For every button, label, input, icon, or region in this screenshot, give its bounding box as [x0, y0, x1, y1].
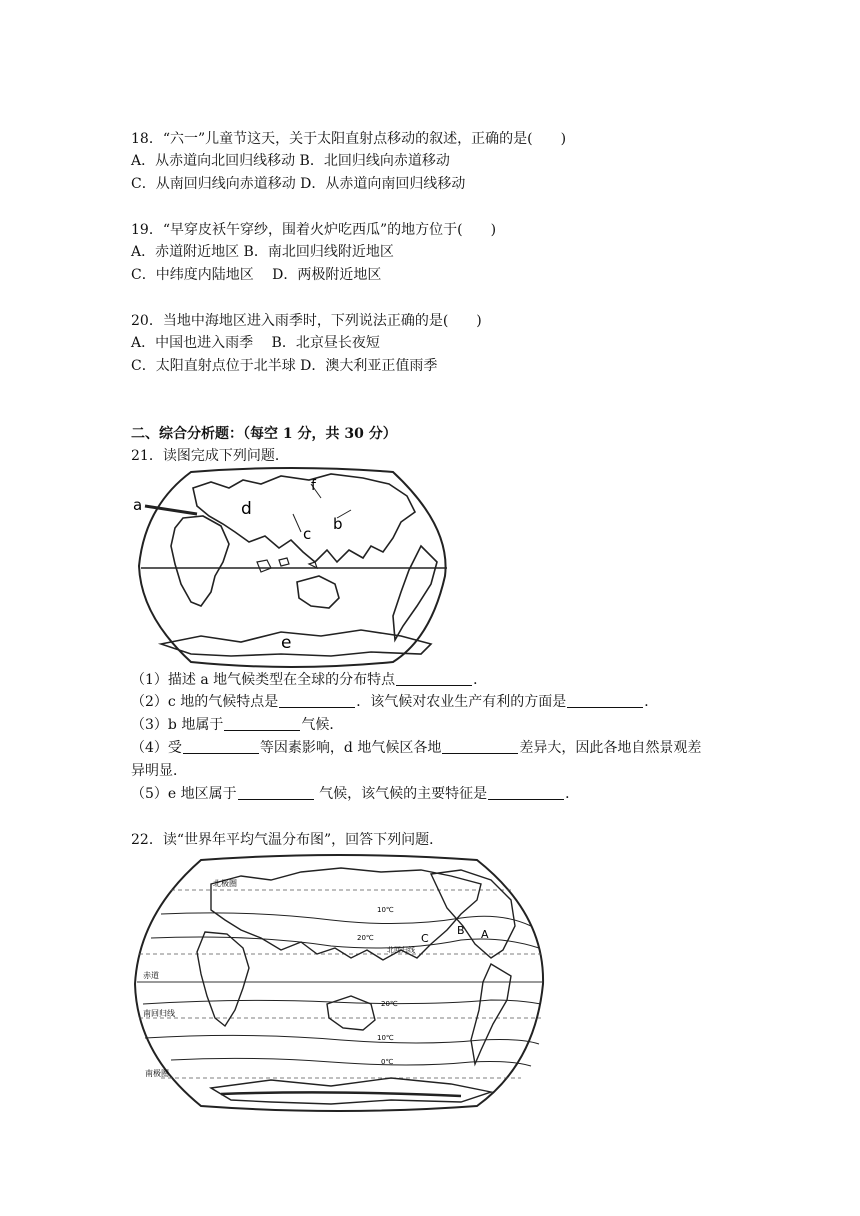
map-label-e: e: [281, 633, 292, 653]
q19-options-ab: A．赤道附近地区 B．南北回归线附近地区: [131, 244, 394, 260]
isotherm-label-10-south: 10℃: [377, 1034, 394, 1042]
q21-s5: （5）e 地区属于 气候，该气候的主要特征是 ．: [131, 786, 580, 802]
map-label-c: c: [303, 525, 312, 543]
q20-options-cd: C．太阳直射点位于北半球 D．澳大利亚正值雨季: [131, 358, 438, 374]
isotherm-label-0: 0℃: [381, 1058, 394, 1066]
label-equator: 赤道: [143, 971, 159, 980]
section2-title: 二、综合分析题：（每空 1 分，共 30 分）: [131, 426, 397, 442]
q21-s2: （2）c 地的气候特点是 ．该气候对农业生产有利的方面是 ．: [131, 694, 659, 710]
world-map-q21: [131, 466, 451, 672]
q21-stem: 21．读图完成下列问题．: [131, 448, 289, 464]
answer-blank[interactable]: [183, 739, 259, 754]
world-temperature-map: [131, 854, 547, 1116]
label-antarctic-circle: 南极圈: [145, 1069, 169, 1078]
q21-s4-continued: 异明显．: [131, 763, 187, 779]
map-label-d: d: [241, 499, 252, 519]
q18-options-ab: A．从赤道向北回归线移动 B．北回归线向赤道移动: [131, 153, 450, 169]
q18-stem: 18．“六一”儿童节这天，关于太阳直射点移动的叙述，正确的是( ): [131, 131, 567, 147]
q21-s4: （4）受 等因素影响，d 地气候区各地 差异大，因此各地自然景观差: [131, 740, 702, 756]
answer-blank[interactable]: [567, 693, 643, 708]
map-label-a: a: [133, 496, 143, 514]
map-point-A: A: [481, 928, 489, 941]
map-label-f: f: [311, 478, 316, 494]
q21-s1: （1）描述 a 地气候类型在全球的分布特点 ．: [131, 672, 488, 688]
q19-stem: 19．“早穿皮袄午穿纱，围着火炉吃西瓜”的地方位于( ): [131, 222, 497, 238]
answer-blank[interactable]: [396, 671, 472, 686]
isotherm-label-10: 10℃: [377, 906, 394, 914]
answer-blank[interactable]: [279, 693, 355, 708]
q20-stem: 20．当地中海地区进入雨季时，下列说法正确的是( ): [131, 313, 482, 329]
q21-s3: （3）b 地属于 气候．: [131, 717, 344, 733]
label-arctic-circle: 北极圈: [213, 879, 237, 888]
q20-options-ab: A．中国也进入雨季 B．北京昼长夜短: [131, 335, 380, 351]
isotherm-label-20: 20℃: [357, 934, 374, 942]
q18-options-cd: C．从南回归线向赤道移动 D．从赤道向南回归线移动: [131, 176, 466, 192]
q19-options-cd: C．中纬度内陆地区 D．两极附近地区: [131, 267, 382, 283]
isotherm-label-20-south: 20℃: [381, 1000, 398, 1008]
map-point-B: B: [457, 924, 465, 937]
q22-stem: 22．读“世界年平均气温分布图”，回答下列问题．: [131, 832, 444, 848]
map-label-b: b: [333, 515, 343, 533]
map-point-C: C: [421, 932, 429, 945]
label-tropic-north: 北回归线: [387, 946, 415, 954]
label-tropic-south: 南回归线: [143, 1009, 175, 1018]
answer-blank[interactable]: [488, 785, 564, 800]
answer-blank[interactable]: [442, 739, 518, 754]
answer-blank[interactable]: [224, 716, 300, 731]
answer-blank[interactable]: [238, 785, 314, 800]
